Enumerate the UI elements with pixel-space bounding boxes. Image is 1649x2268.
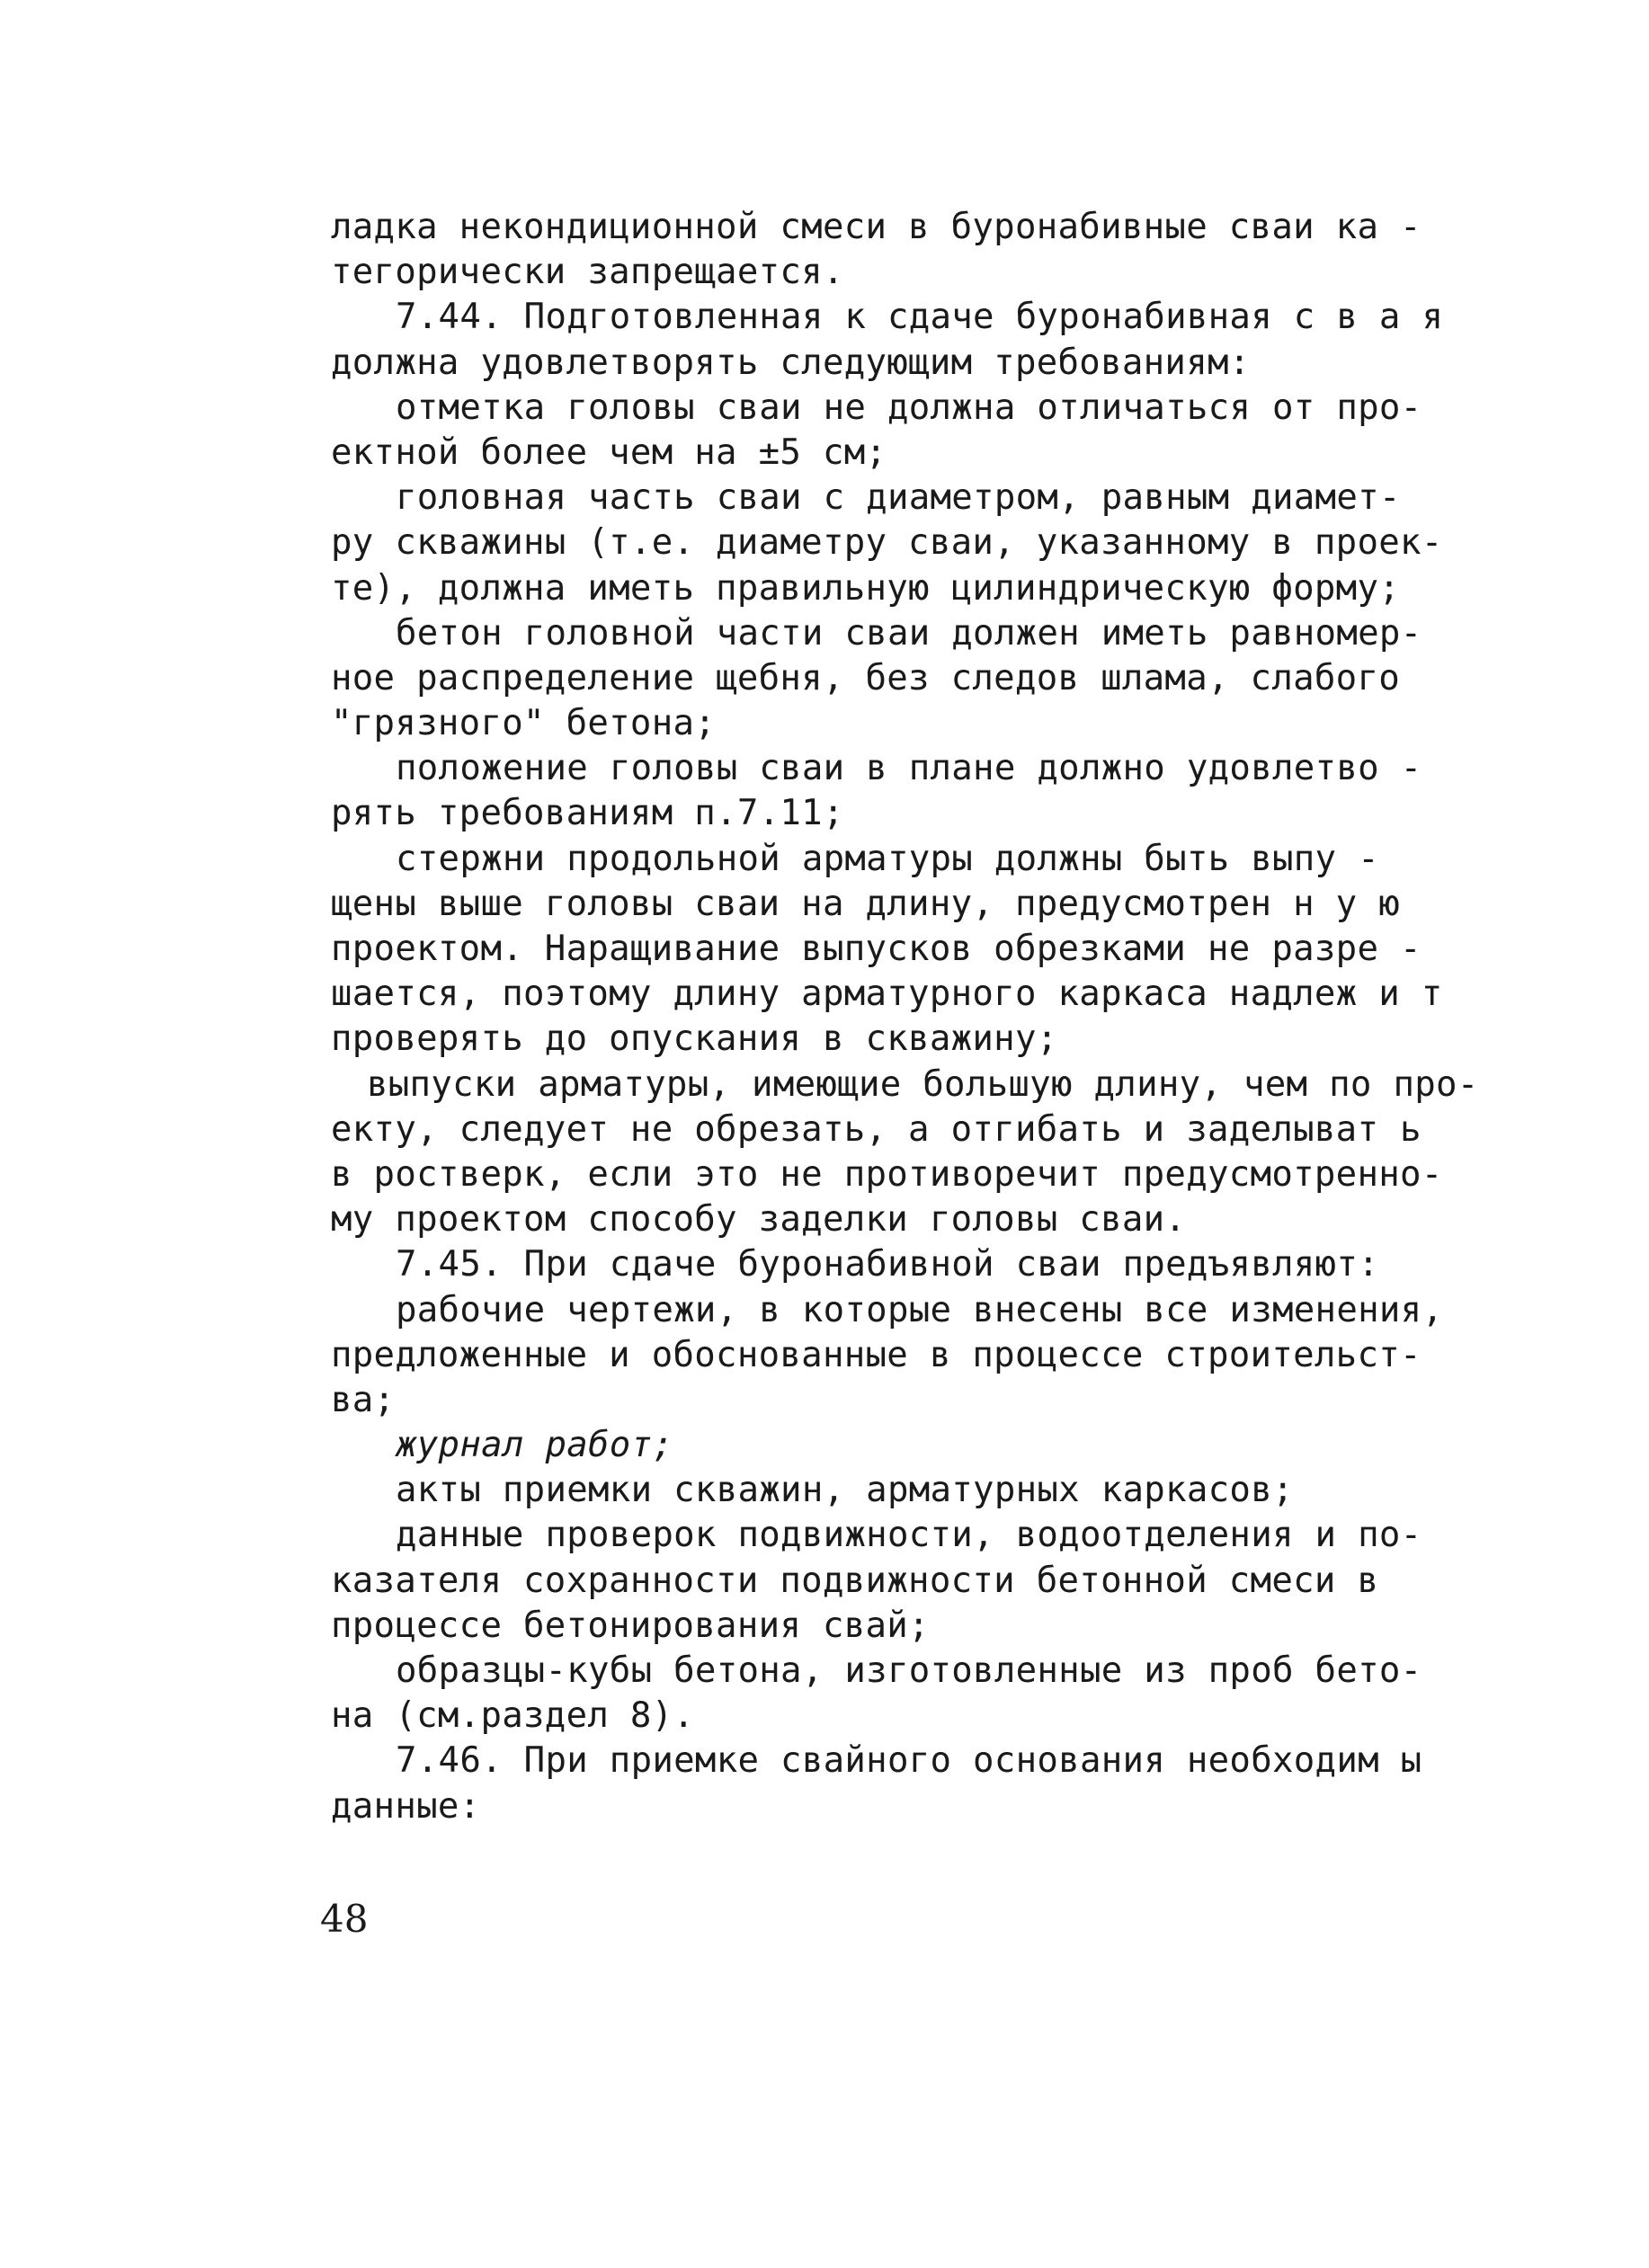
text-line-11: ное распределение щебня, без следов шлама, слабого [331,657,1400,698]
text-line-7: головная часть сваи с диаметром, равным диамет- [396,477,1401,519]
text-line-20: выпуски арматуры, имеющие большую длину, чем по про- [367,1063,1479,1105]
text-line-12: "грязного" бетона; [331,703,717,744]
text-line-16: щены выше головы сваи на длину, предусмотрен н у ю [331,883,1400,924]
text-line-27: ва; [331,1379,396,1420]
text-line-13: положение головы сваи в плане должно удовлетво - [396,748,1422,789]
text-line-9: те), должна иметь правильную цилиндрическую форму; [331,567,1400,609]
text-line-30: данные проверок подвижности, водоотделения и по- [396,1515,1422,1556]
text-line-34: на (см.раздел 8). [331,1695,695,1737]
text-line-18: шается, поэтому длину арматурного каркаса надлеж и т [331,974,1443,1015]
text-line-14: рять требованиям п.7.11; [331,793,844,834]
text-line-31: казателя сохранности подвижности бетонной смеси в [331,1560,1379,1601]
text-line-29: акты приемки скважин, арматурных каркасов; [396,1470,1294,1511]
text-line-26: предложенные и обоснованные в процессе строительст- [331,1334,1422,1375]
text-line-36: данные: [331,1785,481,1827]
text-line-15: стержни продольной арматуры должны быть выпу - [396,838,1379,879]
text-line-25: рабочие чертежи, в которые внесены все изменения, [396,1289,1444,1330]
section-7-45-heading: 7.45. При сдаче буронабивной сваи предъявляют: [396,1244,1379,1285]
text-line-22: в ростверк, если это не противоречит предусмотренно- [331,1153,1443,1195]
text-line-21: екту, следует не обрезать, а отгибать и заделыват ь [331,1108,1422,1150]
section-7-46-heading: 7.46. При приемке свайного основания необходим ы [396,1740,1422,1782]
text-line-28: журнал работ; [396,1425,674,1466]
text-line-2: тегорически запрещается. [331,252,844,293]
text-line-19: проверять до опускания в скважину; [331,1018,1058,1060]
page-number: 48 [320,1897,369,1941]
text-line-8: ру скважины (т.е. диаметру сваи, указанному в проек- [331,522,1443,564]
text-line-32: процессе бетонирования свай; [331,1605,930,1646]
text-line-33: образцы-кубы бетона, изготовленные из проб бето- [396,1650,1422,1691]
text-line-17: проектом. Наращивание выпусков обрезками не разре - [331,929,1422,969]
text-line-5: отметка головы сваи не должна отличаться от про- [396,387,1422,428]
text-line-10: бетон головной части сваи должен иметь равномер- [396,612,1422,654]
document-body [331,205,1509,1829]
text-line-6: ектной более чем на ±5 см; [331,431,887,473]
text-line-1: ладка некондиционной смеси в буронабивные сваи ка - [331,207,1422,247]
text-line-23: му проектом способу заделки головы сваи. [331,1199,1187,1241]
text-line-4: должна удовлетворять следующим требованиям: [331,342,1251,383]
section-7-44-heading: 7.44. Подготовленная к сдаче буронабивная с в а я [396,297,1444,338]
